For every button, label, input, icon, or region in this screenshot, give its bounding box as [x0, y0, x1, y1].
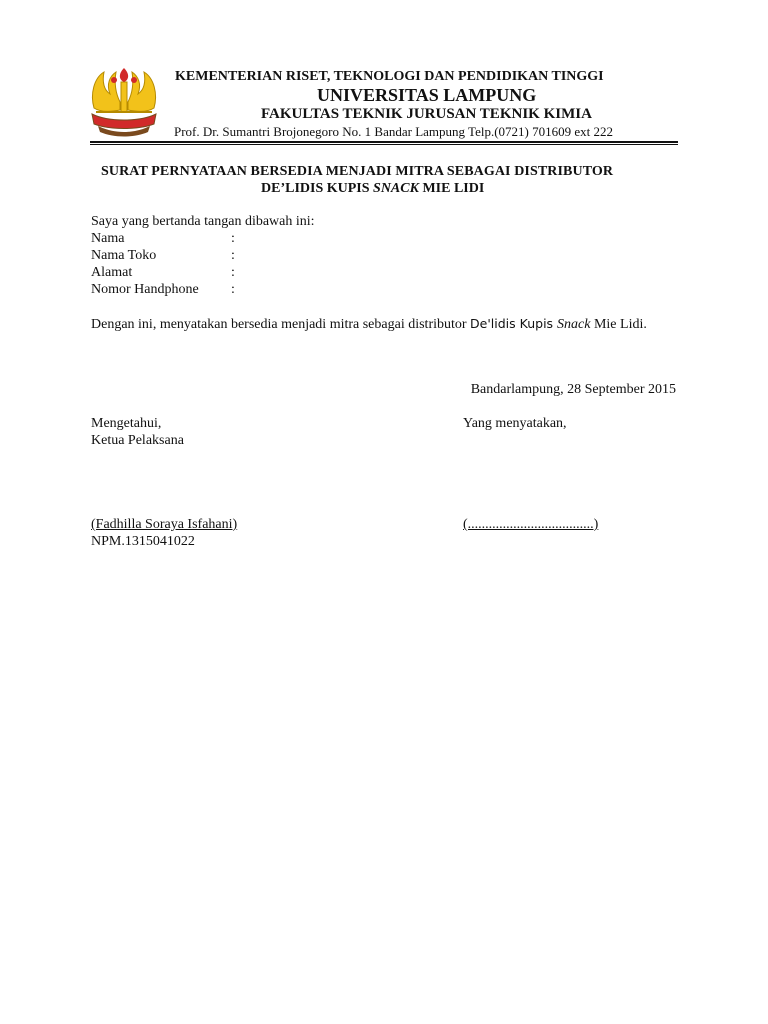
field-label-alamat: Alamat	[91, 265, 133, 280]
university-heading: UNIVERSITAS LAMPUNG	[317, 85, 537, 105]
field-label-nama-toko: Nama Toko	[91, 248, 157, 263]
document-title-line1: SURAT PERNYATAAN BERSEDIA MENJADI MITRA SEBAGAI DISTRIBUTOR	[101, 164, 614, 179]
statement-paragraph: Dengan ini, menyatakan bersedia menjadi mitra sebagai distributor De'lidis Kupis Snack Mie Lidi.	[91, 316, 647, 332]
left-signature-name: (Fadhilla Soraya Isfahani)	[91, 517, 238, 532]
right-signature-name: (....................................)	[463, 517, 599, 532]
left-signature-role: Ketua Pelaksana	[91, 433, 184, 448]
letterhead-divider-thin	[90, 144, 678, 145]
field-colon: :	[231, 248, 235, 263]
faculty-heading: FAKULTAS TEKNIK JURUSAN TEKNIK KIMIA	[261, 106, 592, 122]
field-colon: :	[231, 282, 235, 297]
ministry-heading: KEMENTERIAN RISET, TEKNOLOGI DAN PENDIDIKAN TINGGI	[175, 69, 604, 84]
intro-text: Saya yang bertanda tangan dibawah ini:	[91, 214, 315, 229]
university-lampung-emblem-icon	[88, 64, 160, 138]
letterhead-divider-thick	[90, 141, 678, 143]
field-colon: :	[231, 265, 235, 280]
left-signature-id: NPM.1315041022	[91, 534, 195, 549]
date-line: Bandarlampung, 28 September 2015	[470, 382, 676, 397]
letterhead-address: Prof. Dr. Sumantri Brojonegoro No. 1 Bandar Lampung Telp.(0721) 701609 ext 222	[174, 124, 613, 139]
field-label-nomor-handphone: Nomor Handphone	[91, 282, 199, 297]
document-title-line2: DE’LIDIS KUPIS SNACK MIE LIDI	[261, 181, 485, 196]
left-signature-heading: Mengetahui,	[91, 416, 162, 431]
field-colon: :	[231, 231, 235, 246]
field-label-nama: Nama	[91, 231, 125, 246]
right-signature-heading: Yang menyatakan,	[463, 416, 567, 431]
